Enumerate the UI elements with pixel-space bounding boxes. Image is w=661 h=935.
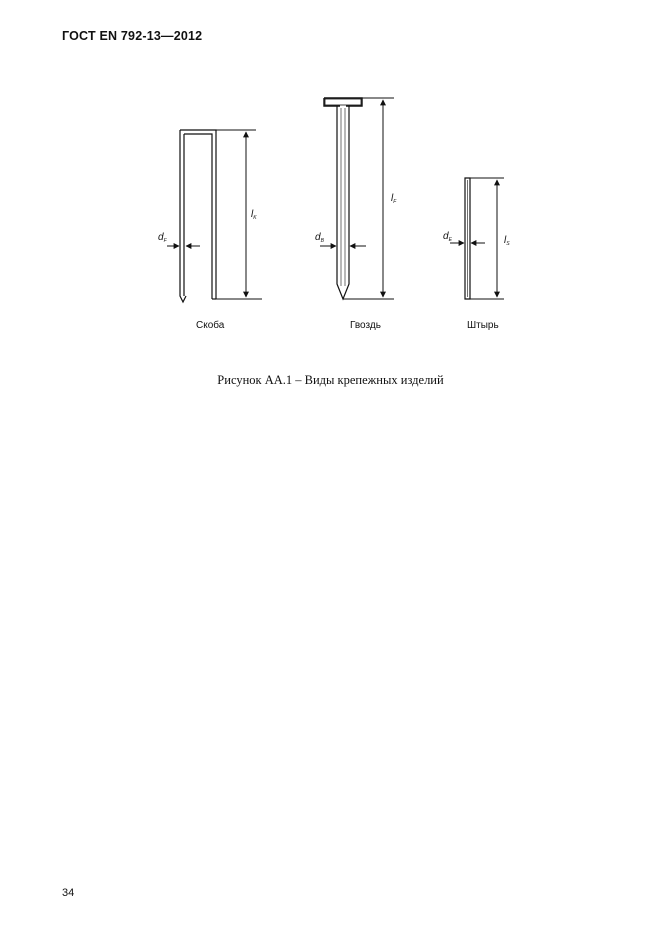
pin-length-label: $l_S$ [504,235,510,247]
staple-diameter-label: $d_F$ [158,232,167,244]
nail-drawing [320,98,394,299]
nail-label: Гвоздь [350,320,381,331]
staple-label: Скоба [196,320,225,331]
pin-drawing [450,178,504,299]
pin-diameter-label: $d_E$ [443,231,452,243]
page-number: 34 [62,887,75,899]
staple-length-label: $l_K$ [251,209,257,221]
nail-length-label: $l_F$ [391,193,397,205]
document-header: ГОСТ EN 792-13—2012 [62,29,203,43]
figure-caption: Рисунок АА.1 – Виды крепежных изделий [217,373,444,387]
nail-diameter-label: $d_B$ [315,232,324,244]
staple-drawing [167,130,262,302]
pin-label: Штырь [467,320,499,331]
